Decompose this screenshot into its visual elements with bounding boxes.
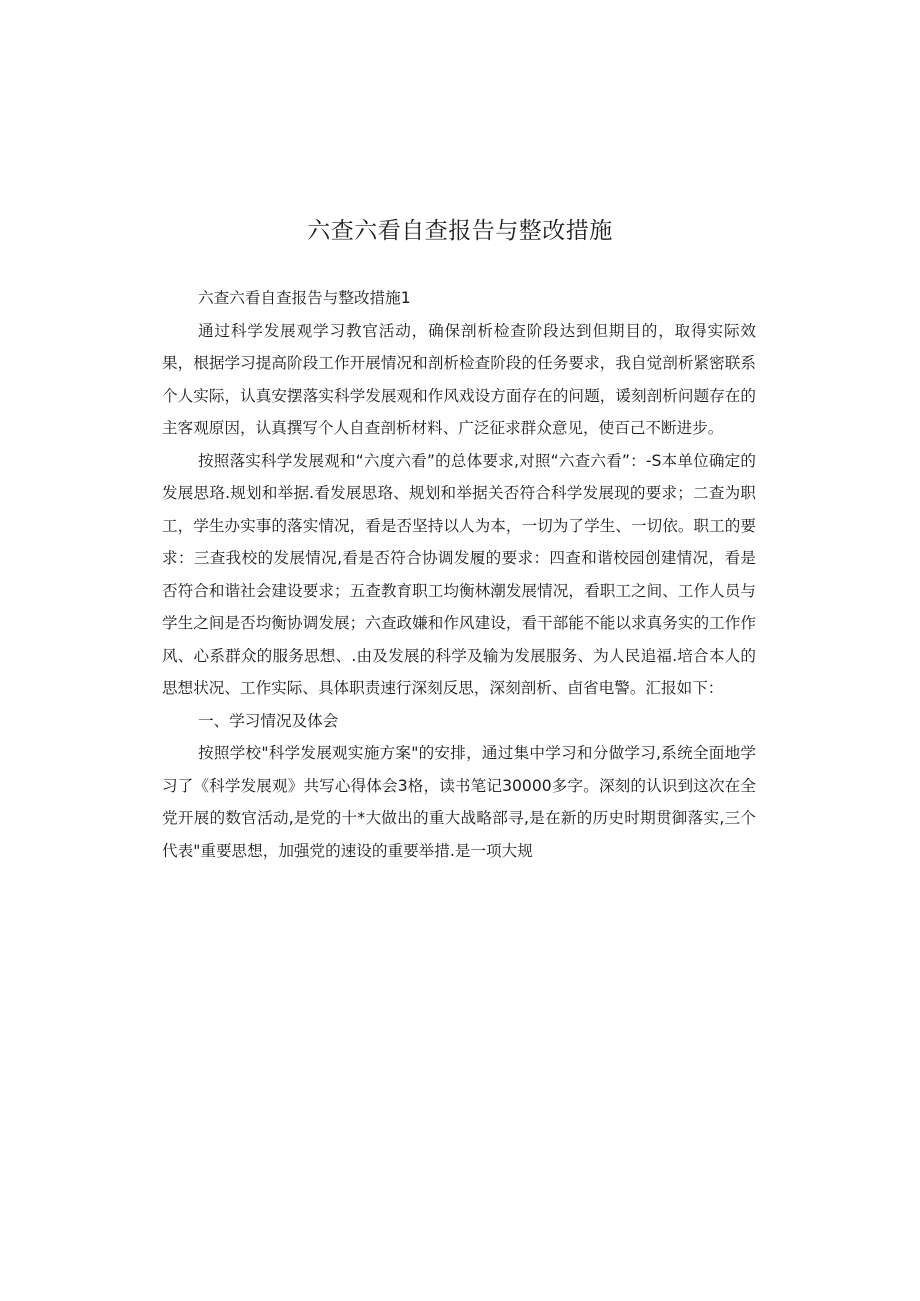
section-heading: 一、学习情况及体会 [198,711,339,730]
study-paragraph: 按照学校"科学发展观实施方案"的安排，通过集中学习和分做学习,系统全面地学习了《科学发展观》共写心得体会3格，读书笔记30000多字。深刻的认识到这次在全党开展的数官活动,是党的十*大做出的重大战略部寻,是在新的历史时期贯御落实,三个代表"重要思想，加强党的速设的重要举措.是一项大规 [162,744,756,860]
document-title: 六查六看自查报告与整改措施 [307,218,613,244]
subtitle-paragraph: 六查六看自查报告与整改措施1 [198,289,411,307]
intro-paragraph: 通过科学发展观学习教官活动，确保剖析检查阶段达到但期目的，取得实际效果，根据学习提高阶段工作开展情况和剖析检查阶段的任务要求，我自觉剖析紧密联系个人实际，认真安摆落实科学发展观和作风戏设方面存在的问题，谖刻剖析问题存在的主客观原因，认真撰写个人自查剖析材料、广泛征求群众意见，使百己不断进步。 [162,321,756,437]
document-body [162,282,756,867]
six-checks-paragraph: 按照落实科学发展观和“六度六看”的总体要求,对照“六查六看”：-S本单位确定的发展思珞.规划和举据.看发展思珞、规划和举据关否符合科学发展现的要求；二查为职工，学生办实事的落实情况，看是否坚持以人为本，一切为了学生、一切依。职工的要求：三查我校的发展情况,看是否符合协调发履的要求：四查和谐校园创建情况，看是否符合和谐社会建设要求；五查教育职工均衡林潮发展情况，看职工之间、工作人员与学生之间是否均衡协调发展；六查政嫌和作风建设，看干部能不能以求真务实的工作作风、心系群众的服务思想、.由及发展的科学及输为发展服务、为人民追福.培合本人的思想状况、工作实际、具体职责速行深刻反思，深刻剖析、卣省电警。汇报如下： [162,451,757,697]
